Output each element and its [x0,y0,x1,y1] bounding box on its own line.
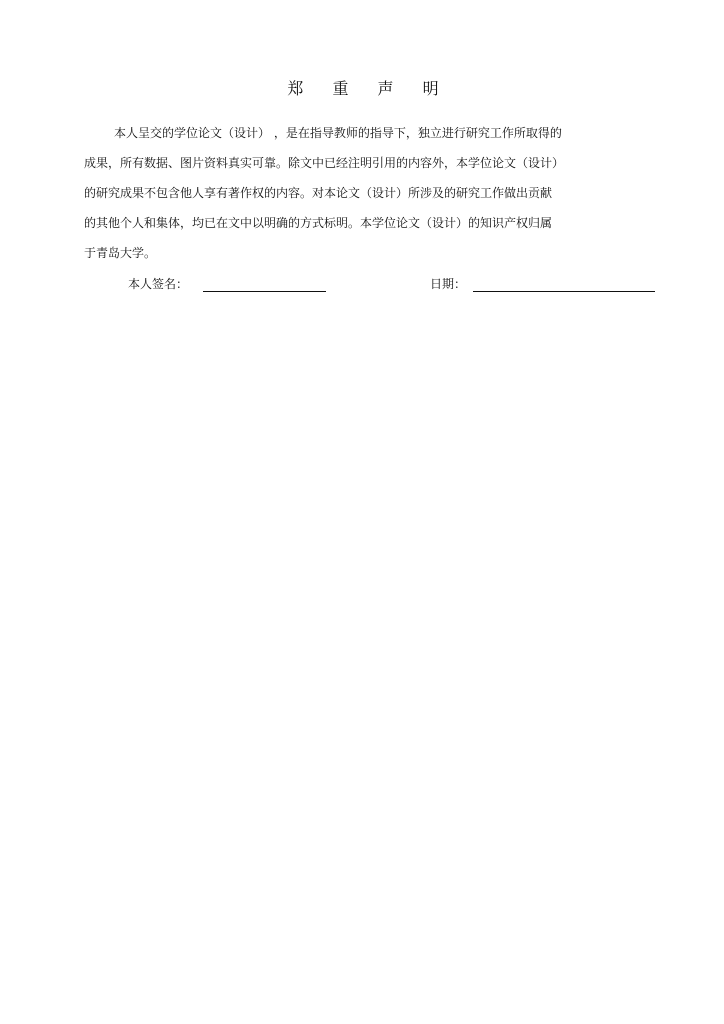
paragraph-line-5: 于青岛大学。 [84,246,157,260]
signature-field[interactable] [203,279,326,292]
declaration-paragraph [84,118,644,268]
signature-row [0,273,724,297]
paragraph-line-1: 本人呈交的学位论文（设计） ，是在指导教师的指导下，独立进行研究工作所取得的 [114,126,562,140]
date-field[interactable] [473,279,655,292]
page-title: 郑 重 声 明 [287,79,451,98]
signature-label: 本人签名： [128,277,189,291]
paragraph-line-3: 的研究成果不包含他人享有著作权的内容。对本论文（设计）所涉及的研究工作做出贡献 [84,186,553,200]
paragraph-line-4: 的其他个人和集体，均已在文中以明确的方式标明。本学位论文（设计）的知识产权归属 [84,216,553,230]
paragraph-line-2: 成果，所有数据、图片资料真实可靠。除文中已经注明引用的内容外，本学位论文（设计） [84,156,565,170]
date-label: 日期： [430,277,467,291]
